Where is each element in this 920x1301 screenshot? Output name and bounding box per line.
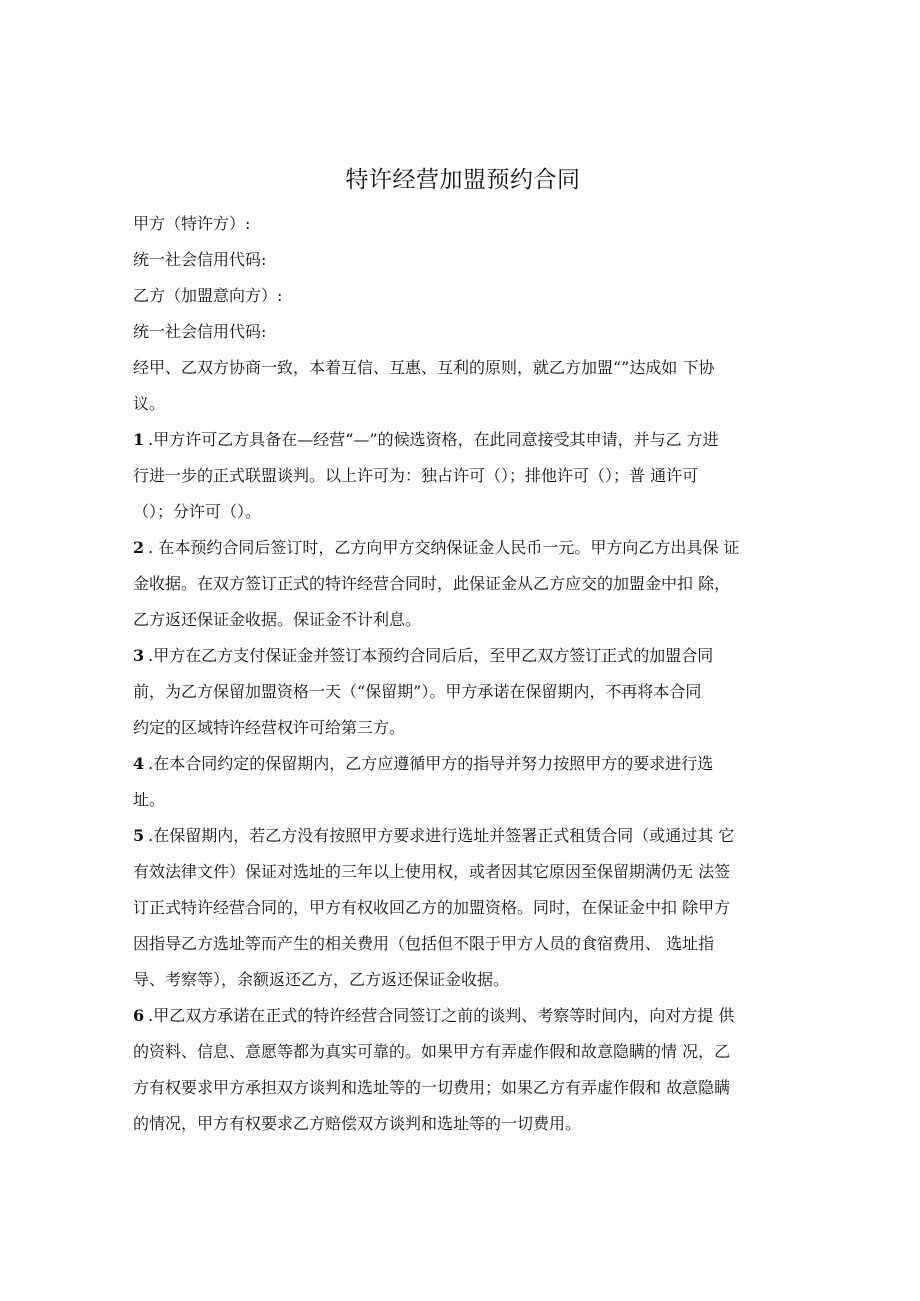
clause-line [133, 818, 793, 854]
intro-line: 经甲、乙双方协商一致，本着互信、互惠、互利的原则，就乙方加盟“”达成如 下协 [133, 358, 715, 377]
clause-line: 址。 [133, 790, 166, 809]
clause-number: 4 [133, 754, 145, 773]
clause-line [133, 638, 793, 674]
clause-line: 方有权要求甲方承担双方谈判和选址等的一切费用；如果乙方有弄虚作假和 故意隐瞒 [133, 1078, 731, 1097]
clause-number: 3 [133, 646, 145, 665]
clause-line: 的资料、信息、意愿等都为真实可靠的。如果甲方有弄虚作假和故意隐瞒的情 况，乙 [133, 1042, 731, 1061]
clause-4 [133, 746, 793, 818]
party-a-credit-code-field: 统一社会信用代码: [133, 250, 267, 269]
clause-line: 乙方返还保证金收据。保证金不计利息。 [133, 610, 422, 629]
clause-line: 因指导乙方选址等而产生的相关费用（包括但不限于甲方人员的食宿费用、 选址指 [133, 934, 715, 953]
clause-line [133, 422, 793, 458]
clause-line: 约定的区域特许经营权许可给第三方。 [133, 718, 406, 737]
clause-text: .甲方许可乙方具备在—经营“—”的候选资格，在此同意接受其申请，并与乙 方进 [148, 430, 719, 449]
clause-line [133, 746, 793, 782]
document-title: 特许经营加盟预约合同 [345, 167, 581, 193]
clause-2 [133, 530, 793, 638]
clause-number: 1 [133, 430, 145, 449]
clause-text: .在本合同约定的保留期内，乙方应遵循甲方的指导并努力按照甲方的要求进行选 [148, 754, 714, 773]
party-a-field: 甲方（特许方）: [133, 214, 251, 233]
clause-number: 2 [133, 538, 145, 557]
party-b-field: 乙方（加盟意向方）: [133, 286, 283, 305]
clause-1 [133, 422, 793, 530]
clause-3 [133, 638, 793, 746]
clause-number: 6 [133, 1006, 145, 1025]
clause-text: .在保留期内，若乙方没有按照甲方要求进行选址并签署正式租赁合同（或通过其 它 [148, 826, 735, 845]
clause-line: 前，为乙方保留加盟资格一天（“保留期”）。甲方承诺在保留期内，不再将本合同 [133, 682, 702, 701]
clause-line [133, 998, 793, 1034]
clause-line: 行进一步的正式联盟谈判。以上许可为：独占许可（）；排他许可（）；普 通许可 [133, 466, 699, 485]
intro-line: 议。 [133, 394, 166, 413]
clause-line: 导、考察等），余额返还乙方，乙方返还保证金收据。 [133, 970, 510, 989]
clause-line: 订正式特许经营合同的，甲方有权收回乙方的加盟资格。同时，在保证金中扣 除甲方 [133, 898, 731, 917]
clause-number: 5 [133, 826, 145, 845]
party-b-credit-code-field: 统一社会信用代码: [133, 322, 267, 341]
clause-line: 金收据。在双方签订正式的特许经营合同时，此保证金从乙方应交的加盟金中扣 除， [133, 574, 731, 593]
clause-line: 的情况，甲方有权要求乙方赔偿双方谈判和选址等的一切费用。 [133, 1114, 582, 1133]
clause-line [133, 530, 793, 566]
clause-5 [133, 818, 793, 998]
clause-text: .甲方在乙方支付保证金并签订本预约合同后后，至甲乙双方签订正式的加盟合同 [148, 646, 714, 665]
clause-text: . 在本预约合同后签订时，乙方向甲方交纳保证金人民币一元。甲方向乙方出具保 证 [148, 538, 740, 557]
clause-line: 有效法律文件）保证对选址的三年以上使用权，或者因其它原因至保留期满仍无 法签 [133, 862, 731, 881]
contract-page [133, 164, 793, 1142]
intro-paragraph [133, 350, 793, 422]
clause-text: .甲乙双方承诺在正式的特许经营合同签订之前的谈判、考察等时间内，向对方提 供 [148, 1006, 735, 1025]
clause-line: （）；分许可（）。 [133, 502, 262, 521]
clause-6 [133, 998, 793, 1142]
